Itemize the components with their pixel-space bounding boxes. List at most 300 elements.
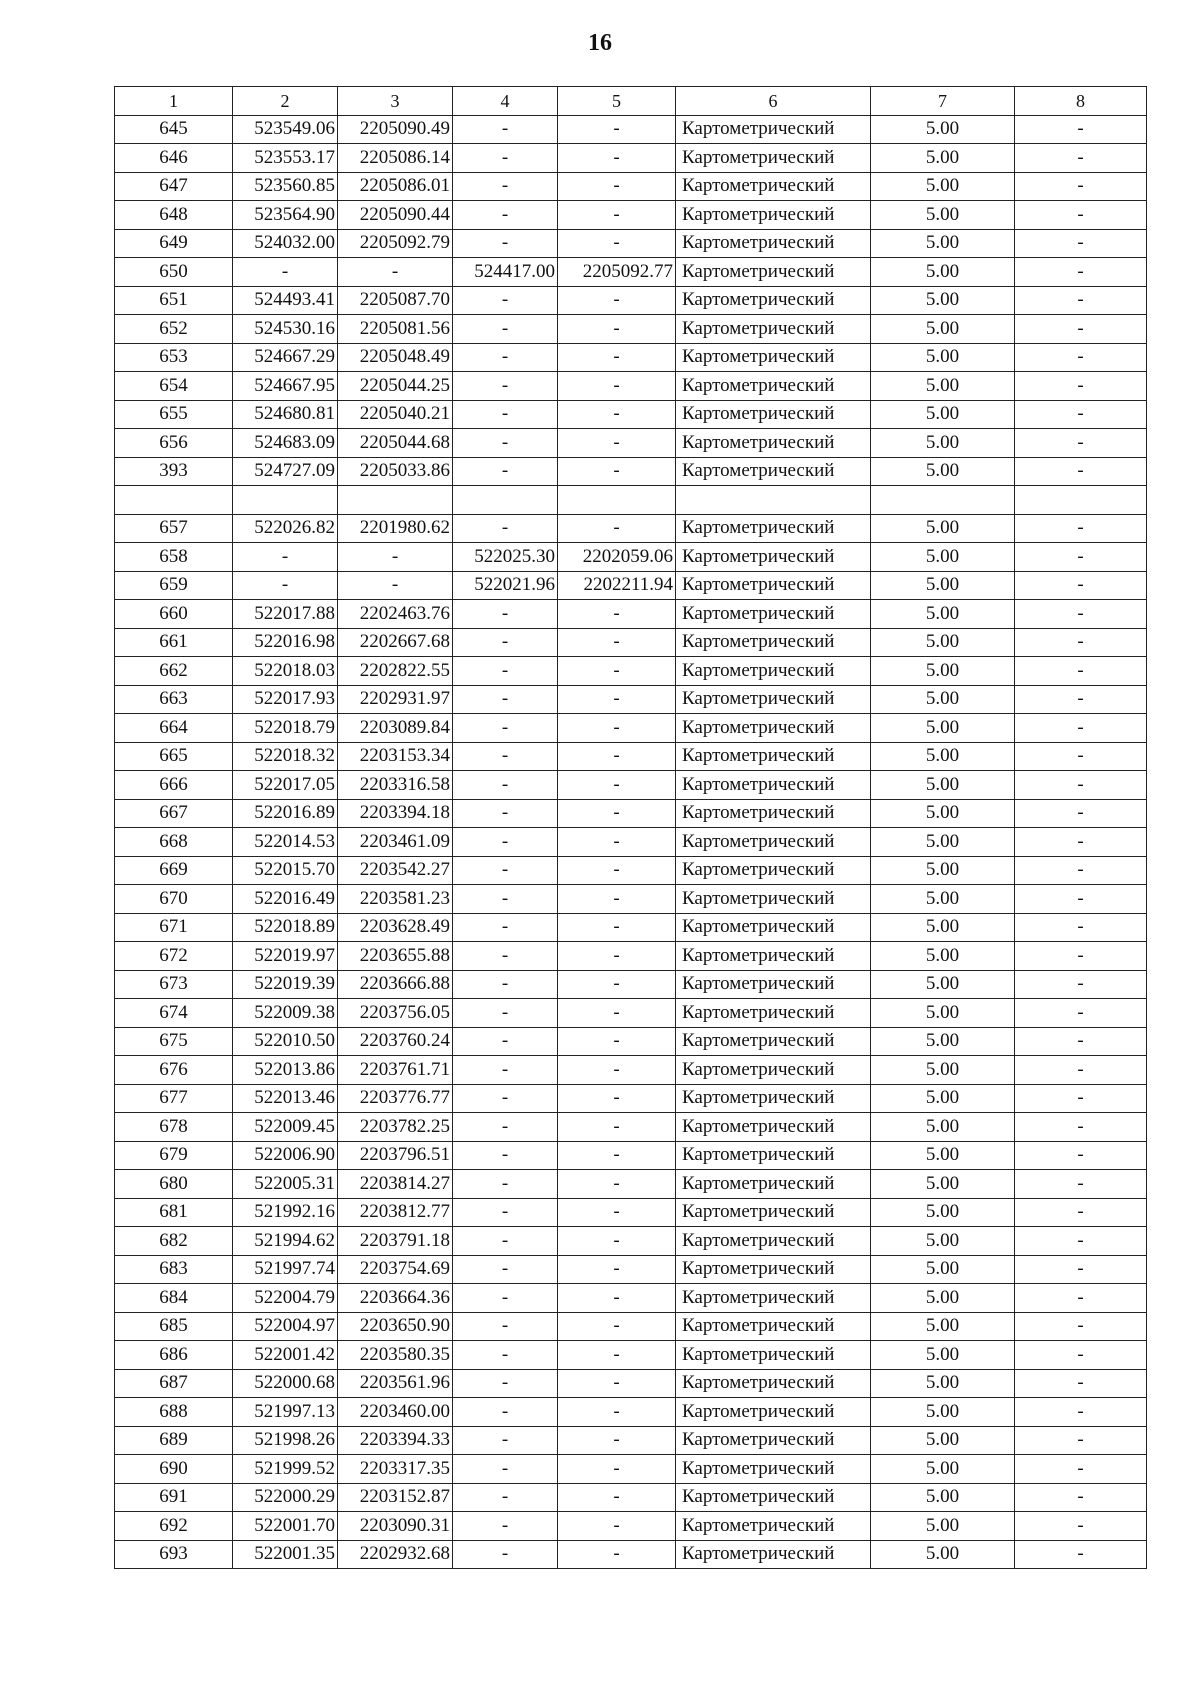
table-cell: - xyxy=(453,1027,558,1056)
table-row xyxy=(115,913,1147,942)
table-cell: 668 xyxy=(115,828,233,857)
table-cell: - xyxy=(453,343,558,372)
table-cell: Картометрический xyxy=(676,1198,871,1227)
table-cell: 2203761.71 xyxy=(338,1056,453,1085)
table-cell: 645 xyxy=(115,115,233,144)
table-row xyxy=(115,828,1147,857)
table-cell: Картометрический xyxy=(676,1084,871,1113)
table-cell: 671 xyxy=(115,913,233,942)
table-cell: 2205086.01 xyxy=(338,172,453,201)
table-cell: - xyxy=(453,1255,558,1284)
table-cell: - xyxy=(1015,1455,1147,1484)
table-body xyxy=(115,87,1147,1569)
table-cell: 659 xyxy=(115,571,233,600)
table-cell: - xyxy=(558,1027,676,1056)
table-cell: 676 xyxy=(115,1056,233,1085)
table-cell: 5.00 xyxy=(871,1027,1015,1056)
table-cell: - xyxy=(453,685,558,714)
table-cell: 2203152.87 xyxy=(338,1483,453,1512)
table-cell: - xyxy=(558,429,676,458)
header-cell: 6 xyxy=(676,87,871,116)
table-cell: 2203782.25 xyxy=(338,1113,453,1142)
table-cell: - xyxy=(558,1512,676,1541)
table-cell: 690 xyxy=(115,1455,233,1484)
table-cell: 2203089.84 xyxy=(338,714,453,743)
table-cell: - xyxy=(453,201,558,230)
table-cell: 2203655.88 xyxy=(338,942,453,971)
table-cell: - xyxy=(558,771,676,800)
table-cell: 522010.50 xyxy=(233,1027,338,1056)
table-cell: 522018.32 xyxy=(233,742,338,771)
table-cell: 2203561.96 xyxy=(338,1369,453,1398)
table-cell: - xyxy=(1015,1084,1147,1113)
table-cell: Картометрический xyxy=(676,1056,871,1085)
table-cell: - xyxy=(1015,1027,1147,1056)
table-cell: - xyxy=(453,315,558,344)
table-cell: - xyxy=(1015,885,1147,914)
table-cell: - xyxy=(453,1227,558,1256)
table-cell: - xyxy=(453,913,558,942)
table-cell: Картометрический xyxy=(676,600,871,629)
table-row xyxy=(115,1483,1147,1512)
table-row xyxy=(115,372,1147,401)
table-row xyxy=(115,600,1147,629)
table-cell: - xyxy=(1015,115,1147,144)
table-cell: 5.00 xyxy=(871,429,1015,458)
table-cell: 5.00 xyxy=(871,115,1015,144)
table-cell: - xyxy=(453,1426,558,1455)
table-cell: 5.00 xyxy=(871,1426,1015,1455)
table-cell: 646 xyxy=(115,144,233,173)
table-cell: - xyxy=(1015,543,1147,572)
table-cell: 524493.41 xyxy=(233,286,338,315)
table-cell: 2205090.44 xyxy=(338,201,453,230)
table-cell: 2202463.76 xyxy=(338,600,453,629)
table-cell: - xyxy=(453,115,558,144)
table-cell: - xyxy=(233,571,338,600)
table-cell: 5.00 xyxy=(871,799,1015,828)
table-cell: 524683.09 xyxy=(233,429,338,458)
table-cell: 5.00 xyxy=(871,1198,1015,1227)
table-cell: Картометрический xyxy=(676,1398,871,1427)
table-cell: 522006.90 xyxy=(233,1141,338,1170)
table-cell: Картометрический xyxy=(676,543,871,572)
table-row xyxy=(115,1512,1147,1541)
table-cell xyxy=(558,486,676,515)
table-cell: 524032.00 xyxy=(233,229,338,258)
table-cell: 2203812.77 xyxy=(338,1198,453,1227)
table-cell: - xyxy=(453,1284,558,1313)
table-cell: - xyxy=(1015,457,1147,486)
table-cell: - xyxy=(558,400,676,429)
table-row xyxy=(115,315,1147,344)
table-cell: Картометрический xyxy=(676,1170,871,1199)
table-cell: - xyxy=(1015,571,1147,600)
table-row xyxy=(115,429,1147,458)
table-cell: 2203791.18 xyxy=(338,1227,453,1256)
table-row xyxy=(115,343,1147,372)
table-cell: - xyxy=(453,771,558,800)
table-cell: 2205086.14 xyxy=(338,144,453,173)
table-cell: - xyxy=(453,400,558,429)
table-cell xyxy=(233,486,338,515)
table-cell: 5.00 xyxy=(871,343,1015,372)
table-cell: - xyxy=(453,657,558,686)
table-cell: - xyxy=(453,799,558,828)
table-cell: Картометрический xyxy=(676,372,871,401)
table-cell: - xyxy=(558,856,676,885)
table-cell: Картометрический xyxy=(676,144,871,173)
table-cell: 5.00 xyxy=(871,1369,1015,1398)
table-cell: 5.00 xyxy=(871,1084,1015,1113)
table-cell: 523549.06 xyxy=(233,115,338,144)
header-cell: 7 xyxy=(871,87,1015,116)
table-cell: 688 xyxy=(115,1398,233,1427)
table-cell: 522000.68 xyxy=(233,1369,338,1398)
table-cell: 523560.85 xyxy=(233,172,338,201)
table-cell: Картометрический xyxy=(676,1512,871,1541)
table-cell: - xyxy=(1015,970,1147,999)
table-cell: 687 xyxy=(115,1369,233,1398)
table-cell: 5.00 xyxy=(871,571,1015,600)
table-cell: - xyxy=(1015,1255,1147,1284)
table-cell: 667 xyxy=(115,799,233,828)
table-cell: Картометрический xyxy=(676,999,871,1028)
table-cell: 5.00 xyxy=(871,1398,1015,1427)
table-cell: Картометрический xyxy=(676,1113,871,1142)
table-cell: 2203754.69 xyxy=(338,1255,453,1284)
table-cell: - xyxy=(1015,913,1147,942)
table-cell: - xyxy=(558,885,676,914)
table-cell: 2203664.36 xyxy=(338,1284,453,1313)
table-cell: 522025.30 xyxy=(453,543,558,572)
table-cell: - xyxy=(1015,1284,1147,1313)
table-cell: 683 xyxy=(115,1255,233,1284)
table-row xyxy=(115,258,1147,287)
table-cell: 524680.81 xyxy=(233,400,338,429)
table-cell: Картометрический xyxy=(676,1540,871,1569)
table-cell xyxy=(871,486,1015,515)
table-cell: 522019.39 xyxy=(233,970,338,999)
table-cell: - xyxy=(453,514,558,543)
table-cell: 664 xyxy=(115,714,233,743)
table-cell: 680 xyxy=(115,1170,233,1199)
table-cell: - xyxy=(233,258,338,287)
table-cell: 524667.95 xyxy=(233,372,338,401)
table-row xyxy=(115,172,1147,201)
table-cell: - xyxy=(558,685,676,714)
table-cell: 5.00 xyxy=(871,913,1015,942)
table-cell: 651 xyxy=(115,286,233,315)
table-cell: - xyxy=(558,1227,676,1256)
table-cell: - xyxy=(1015,714,1147,743)
table-cell: 2202931.97 xyxy=(338,685,453,714)
table-cell: 523553.17 xyxy=(233,144,338,173)
table-cell: - xyxy=(558,1483,676,1512)
table-cell: - xyxy=(1015,1341,1147,1370)
table-cell xyxy=(115,486,233,515)
table-row xyxy=(115,486,1147,515)
table-cell: 5.00 xyxy=(871,543,1015,572)
table-cell: - xyxy=(453,286,558,315)
table-cell: Картометрический xyxy=(676,172,871,201)
table-cell: Картометрический xyxy=(676,885,871,914)
table-cell: 2205040.21 xyxy=(338,400,453,429)
table-cell: 649 xyxy=(115,229,233,258)
table-cell: - xyxy=(233,543,338,572)
table-cell: - xyxy=(1015,315,1147,344)
table-row xyxy=(115,1084,1147,1113)
table-row xyxy=(115,1341,1147,1370)
table-cell: 5.00 xyxy=(871,771,1015,800)
table-row xyxy=(115,1426,1147,1455)
table-cell: - xyxy=(453,1540,558,1569)
table-cell: 524667.29 xyxy=(233,343,338,372)
table-cell: 5.00 xyxy=(871,1483,1015,1512)
header-cell: 1 xyxy=(115,87,233,116)
table-cell: 522017.93 xyxy=(233,685,338,714)
table-cell: - xyxy=(1015,856,1147,885)
table-cell: - xyxy=(558,1198,676,1227)
table-cell: 2205048.49 xyxy=(338,343,453,372)
table-cell: 677 xyxy=(115,1084,233,1113)
table-cell: - xyxy=(1015,429,1147,458)
table-cell: - xyxy=(1015,657,1147,686)
table-cell: - xyxy=(1015,799,1147,828)
table-cell: Картометрический xyxy=(676,1312,871,1341)
table-cell: - xyxy=(453,970,558,999)
table-cell: 5.00 xyxy=(871,657,1015,686)
table-cell: - xyxy=(453,457,558,486)
table-cell: 5.00 xyxy=(871,1312,1015,1341)
table-cell: Картометрический xyxy=(676,1483,871,1512)
table-cell: 393 xyxy=(115,457,233,486)
table-cell: 693 xyxy=(115,1540,233,1569)
table-cell: 647 xyxy=(115,172,233,201)
table-cell: Картометрический xyxy=(676,942,871,971)
table-cell: 2202932.68 xyxy=(338,1540,453,1569)
table-cell: 522021.96 xyxy=(453,571,558,600)
table-cell: 522001.42 xyxy=(233,1341,338,1370)
table-cell: - xyxy=(558,343,676,372)
table-cell xyxy=(338,486,453,515)
table-cell: - xyxy=(453,1198,558,1227)
table-cell: - xyxy=(1015,1056,1147,1085)
table-row xyxy=(115,1056,1147,1085)
table-cell: 5.00 xyxy=(871,514,1015,543)
table-cell: - xyxy=(558,1284,676,1313)
table-cell: 522009.38 xyxy=(233,999,338,1028)
table-row xyxy=(115,1540,1147,1569)
table-cell: 522017.05 xyxy=(233,771,338,800)
table-cell: 522019.97 xyxy=(233,942,338,971)
header-cell: 4 xyxy=(453,87,558,116)
table-cell: - xyxy=(558,1255,676,1284)
table-cell: 2203666.88 xyxy=(338,970,453,999)
table-cell: - xyxy=(338,571,453,600)
table-cell: - xyxy=(453,828,558,857)
table-cell: 522015.70 xyxy=(233,856,338,885)
table-cell: Картометрический xyxy=(676,1027,871,1056)
table-cell: - xyxy=(558,315,676,344)
table-cell: - xyxy=(558,1369,676,1398)
table-row xyxy=(115,1284,1147,1313)
table-cell: - xyxy=(558,1170,676,1199)
table-cell: - xyxy=(558,144,676,173)
table-cell: 522009.45 xyxy=(233,1113,338,1142)
table-cell: - xyxy=(453,372,558,401)
table-cell: 2203394.33 xyxy=(338,1426,453,1455)
table-row xyxy=(115,201,1147,230)
table-cell: 2202211.94 xyxy=(558,571,676,600)
table-cell: 522016.49 xyxy=(233,885,338,914)
table-cell: - xyxy=(1015,1227,1147,1256)
table-cell: 658 xyxy=(115,543,233,572)
table-cell: - xyxy=(1015,343,1147,372)
table-cell: Картометрический xyxy=(676,201,871,230)
table-cell: Картометрический xyxy=(676,856,871,885)
table-cell: Картометрический xyxy=(676,1455,871,1484)
table-row xyxy=(115,1312,1147,1341)
table-cell: - xyxy=(1015,1512,1147,1541)
table-row xyxy=(115,1113,1147,1142)
table-cell: 5.00 xyxy=(871,942,1015,971)
table-cell: 670 xyxy=(115,885,233,914)
table-cell: 675 xyxy=(115,1027,233,1056)
table-cell: - xyxy=(453,856,558,885)
table-cell: - xyxy=(1015,685,1147,714)
table-row xyxy=(115,144,1147,173)
table-cell: 684 xyxy=(115,1284,233,1313)
table-cell: - xyxy=(1015,372,1147,401)
table-cell: 2205092.79 xyxy=(338,229,453,258)
table-cell: Картометрический xyxy=(676,457,871,486)
table-cell: 5.00 xyxy=(871,685,1015,714)
table-row xyxy=(115,1170,1147,1199)
header-cell: 8 xyxy=(1015,87,1147,116)
table-cell: - xyxy=(558,1540,676,1569)
table-cell: Картометрический xyxy=(676,400,871,429)
table-cell: 666 xyxy=(115,771,233,800)
table-cell: - xyxy=(1015,1198,1147,1227)
table-cell: - xyxy=(558,1398,676,1427)
table-cell: 2203542.27 xyxy=(338,856,453,885)
table-cell: 2203796.51 xyxy=(338,1141,453,1170)
table-cell: - xyxy=(558,628,676,657)
table-cell: 655 xyxy=(115,400,233,429)
table-cell xyxy=(453,486,558,515)
table-cell: - xyxy=(453,1483,558,1512)
coordinates-table xyxy=(114,86,1147,1569)
table-cell: 2205033.86 xyxy=(338,457,453,486)
table-cell: - xyxy=(453,1512,558,1541)
table-cell: 685 xyxy=(115,1312,233,1341)
table-cell: 521999.52 xyxy=(233,1455,338,1484)
table-cell: - xyxy=(558,286,676,315)
table-cell: Картометрический xyxy=(676,799,871,828)
table-row xyxy=(115,742,1147,771)
table-cell: 5.00 xyxy=(871,286,1015,315)
table-cell: - xyxy=(1015,628,1147,657)
table-cell: 689 xyxy=(115,1426,233,1455)
table-cell: 662 xyxy=(115,657,233,686)
table-cell: 5.00 xyxy=(871,1455,1015,1484)
table-cell: 5.00 xyxy=(871,600,1015,629)
table-cell: - xyxy=(453,885,558,914)
table-cell: 5.00 xyxy=(871,1170,1015,1199)
table-cell: 5.00 xyxy=(871,372,1015,401)
table-cell: 5.00 xyxy=(871,1540,1015,1569)
table-cell: Картометрический xyxy=(676,315,871,344)
table-cell: - xyxy=(558,828,676,857)
table-cell: - xyxy=(453,628,558,657)
table-cell: - xyxy=(558,201,676,230)
header-cell: 2 xyxy=(233,87,338,116)
table-cell: 5.00 xyxy=(871,714,1015,743)
table-cell: 672 xyxy=(115,942,233,971)
table-cell: - xyxy=(1015,1113,1147,1142)
table-row xyxy=(115,856,1147,885)
table-cell: 522018.89 xyxy=(233,913,338,942)
table-cell: 5.00 xyxy=(871,1512,1015,1541)
table-cell: - xyxy=(558,1455,676,1484)
table-cell: Картометрический xyxy=(676,685,871,714)
table-cell: 678 xyxy=(115,1113,233,1142)
table-row xyxy=(115,514,1147,543)
table-row xyxy=(115,543,1147,572)
table-cell: - xyxy=(453,1341,558,1370)
table-cell: 2203650.90 xyxy=(338,1312,453,1341)
table-cell: - xyxy=(558,457,676,486)
table-cell: 652 xyxy=(115,315,233,344)
table-cell: - xyxy=(1015,600,1147,629)
table-cell: - xyxy=(453,1369,558,1398)
table-cell: - xyxy=(453,1312,558,1341)
table-cell: 5.00 xyxy=(871,258,1015,287)
table-row xyxy=(115,885,1147,914)
table-cell: - xyxy=(453,1084,558,1113)
table-cell: - xyxy=(1015,144,1147,173)
table-cell: 656 xyxy=(115,429,233,458)
table-row xyxy=(115,657,1147,686)
table-cell: 2203760.24 xyxy=(338,1027,453,1056)
table-cell: Картометрический xyxy=(676,771,871,800)
table-row xyxy=(115,685,1147,714)
table-cell: 522014.53 xyxy=(233,828,338,857)
table-cell: Картометрический xyxy=(676,913,871,942)
table-cell: 2203394.18 xyxy=(338,799,453,828)
table-cell: 2205044.25 xyxy=(338,372,453,401)
table-row xyxy=(115,400,1147,429)
table-cell: - xyxy=(1015,1369,1147,1398)
table-cell: - xyxy=(558,942,676,971)
table-cell: 5.00 xyxy=(871,400,1015,429)
table-cell: 521994.62 xyxy=(233,1227,338,1256)
table-cell: 2203317.35 xyxy=(338,1455,453,1484)
table-cell: Картометрический xyxy=(676,1369,871,1398)
table-cell: - xyxy=(1015,258,1147,287)
table-cell: 5.00 xyxy=(871,144,1015,173)
table-cell: - xyxy=(1015,1312,1147,1341)
table-cell: 674 xyxy=(115,999,233,1028)
table-cell: - xyxy=(1015,1483,1147,1512)
table-cell: 691 xyxy=(115,1483,233,1512)
table-cell: 522013.86 xyxy=(233,1056,338,1085)
table-cell: - xyxy=(1015,828,1147,857)
table-cell: 5.00 xyxy=(871,229,1015,258)
table-cell: 2203153.34 xyxy=(338,742,453,771)
table-cell: - xyxy=(558,657,676,686)
